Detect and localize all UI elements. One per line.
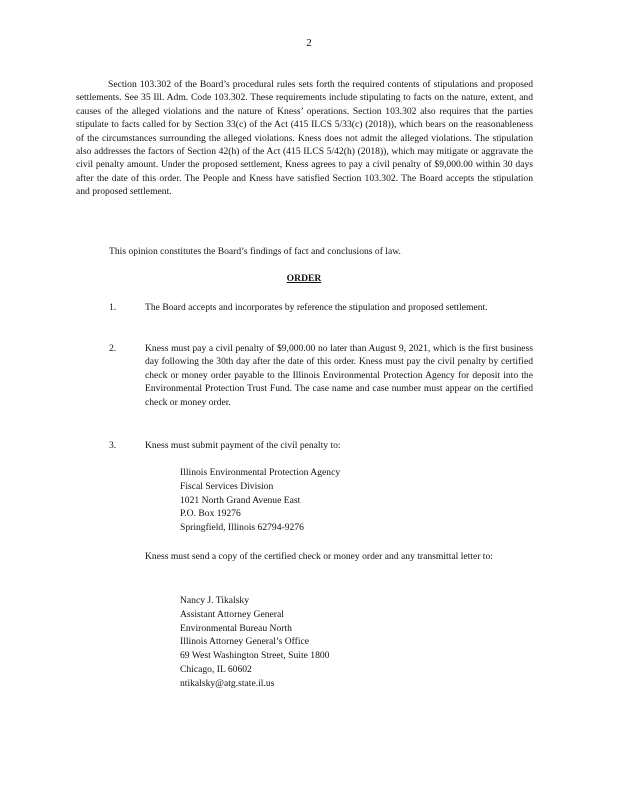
address-line: 69 West Washington Street, Suite 1800	[180, 650, 330, 662]
order-item-number: 2.	[109, 343, 117, 354]
payment-address-block	[180, 466, 340, 535]
copy-address-block	[180, 594, 329, 691]
order-heading	[0, 273, 618, 284]
address-line: Nancy J. Tikalsky	[180, 595, 250, 606]
order-item-text: Kness must pay a civil penalty of $9,000.00 no later than August 9, 2021, which is the first business day following the 30th day after the date of this order. Kness must pay the civil penalty by certified check or money order payable to the Illinois Environmental Protection Agency for deposit into the Environmental Protection Trust Fund. The case name and case number must appear on the certified check or money order.	[145, 343, 533, 408]
address-line: P.O. Box 19276	[180, 508, 241, 520]
address-line: Illinois Attorney General’s Office	[180, 636, 310, 648]
order-item-number: 1.	[109, 302, 117, 313]
paragraph-findings: This opinion constitutes the Board’s findings of fact and conclusions of law.	[109, 246, 401, 257]
address-line: Assistant Attorney General	[180, 608, 284, 620]
order-item-number: 3.	[109, 440, 117, 451]
paragraph-stipulation: Section 103.302 of the Board’s procedural rules sets forth the required contents of stipulations and proposed settlements. See 35 Ill. Adm. Code 103.302. These requirements include stipulating to facts on the nature, extent, and causes of the alleged violations and the nature of Kness’ operations. Section 103.302 also requires that the parties stipulate to facts called for by Section 33(c) of the Act (415 ILCS 5/33(c) (2018)), which bears on the reasonableness of the circumstances surrounding the alleged violations. Kness does not admit the alleged violations. The stipulation also addresses the factors of Section 42(h) of the Act (415 ILCS 5/42(h) (2018)), which may mitigate or aggravate the civil penalty amount. Under the proposed settlement, Kness agrees to pay a civil penalty of $9,000.00 within 30 days after the date of this order. The People and Kness have satisfied Section 103.302. The Board accepts the stipulation and proposed settlement.	[76, 79, 533, 198]
address-line: 1021 North Grand Avenue East	[180, 494, 301, 506]
copy-instruction: Kness must send a copy of the certified check or money order and any transmittal letter to:	[145, 551, 493, 562]
order-item-text: Kness must submit payment of the civil penalty to:	[145, 440, 341, 451]
page-number: 2	[306, 37, 312, 49]
order-item-text: The Board accepts and incorporates by reference the stipulation and proposed settlement.	[145, 302, 488, 313]
order-heading-text: ORDER	[286, 273, 322, 284]
email-link[interactable]: ntikalsky@atg.state.il.us	[180, 677, 275, 689]
address-line: Environmental Bureau North	[180, 622, 292, 634]
address-line: Chicago, IL 60602	[180, 663, 252, 675]
address-line: Springfield, Illinois 62794-9276	[180, 522, 304, 534]
address-line: Fiscal Services Division	[180, 480, 274, 492]
address-line: Illinois Environmental Protection Agency	[180, 467, 341, 478]
